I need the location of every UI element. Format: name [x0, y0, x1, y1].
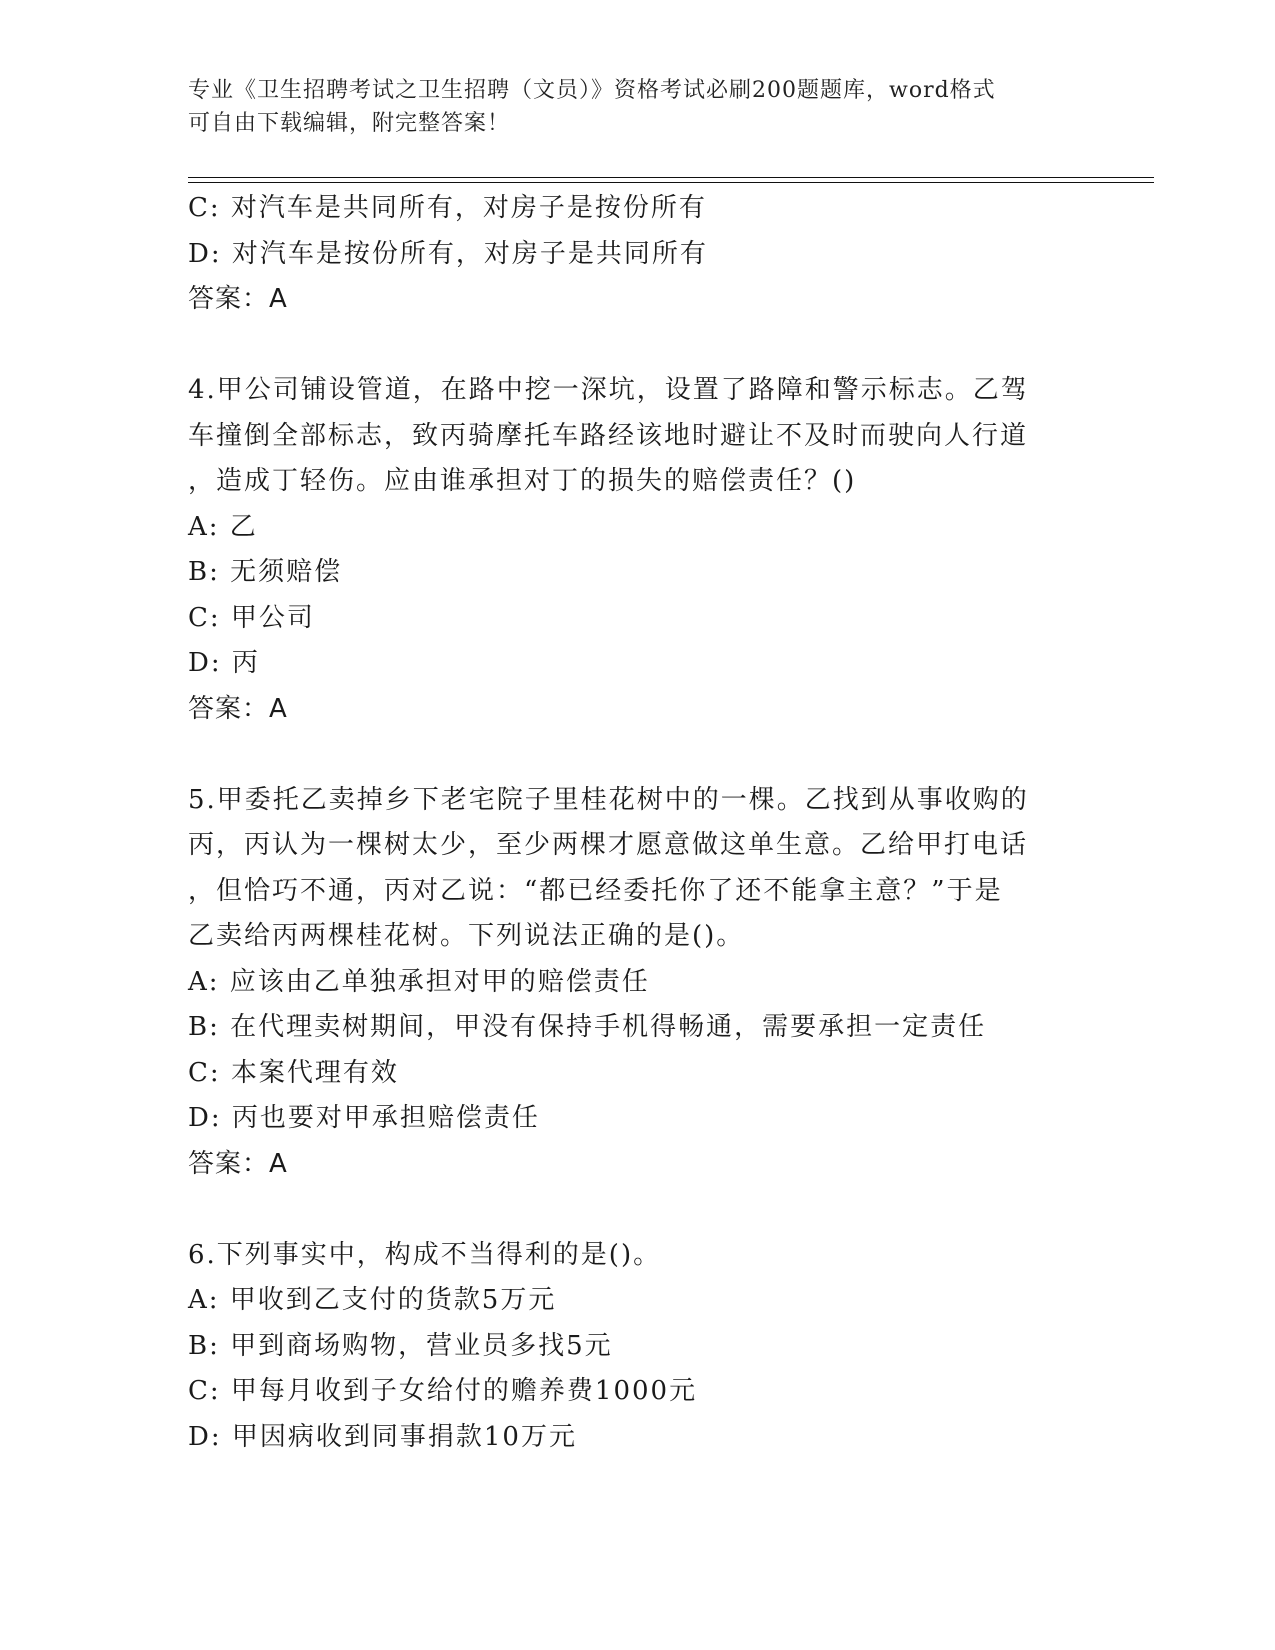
option-b: B: 无须赔偿	[188, 557, 343, 587]
question-6	[188, 1233, 1068, 1461]
question-4	[188, 368, 1068, 732]
document-header	[188, 74, 1068, 140]
spacer	[188, 732, 1068, 778]
document-body	[188, 186, 1068, 1460]
answer: 答案：A	[188, 284, 288, 314]
question-text-line: 乙卖给丙两棵桂花树。下列说法正确的是()。	[188, 921, 745, 951]
header-line-1: 专业《卫生招聘考试之卫生招聘（文员）》资格考试必刷200题题库，word格式	[188, 78, 996, 103]
spacer	[188, 1187, 1068, 1233]
question-text-line: 车撞倒全部标志，致丙骑摩托车路经该地时避让不及时而驶向人行道	[188, 420, 1029, 451]
answer: 答案：A	[188, 1148, 288, 1179]
answer: 答案：A	[188, 693, 288, 724]
option-d: D: 丙	[188, 648, 260, 678]
spacer	[188, 323, 1068, 369]
question-text-line: 6.下列事实中，构成不当得利的是()。	[188, 1239, 662, 1270]
header-line-2: 可自由下载编辑，附完整答案！	[188, 111, 511, 136]
option-d: D: 丙也要对甲承担赔偿责任	[188, 1103, 540, 1133]
question-3-tail	[188, 186, 1068, 323]
option-c: C: 对汽车是共同所有，对房子是按份所有	[188, 193, 707, 223]
option-b: B: 甲到商场购物，营业员多找5元	[188, 1330, 613, 1361]
option-c: C: 甲公司	[188, 602, 315, 633]
question-5	[188, 778, 1068, 1188]
option-c: C: 甲每月收到子女给付的赡养费1000元	[188, 1376, 698, 1406]
option-a: A: 乙	[188, 511, 258, 542]
question-text-line: ，但恰巧不通，丙对乙说：“都已经委托你了还不能拿主意？”于是	[188, 875, 1003, 906]
question-text-line: 丙，丙认为一棵树太少，至少两棵才愿意做这单生意。乙给甲打电话	[188, 830, 1029, 860]
option-d: D: 甲因病收到同事捐款10万元	[188, 1421, 577, 1452]
option-d: D: 对汽车是按份所有，对房子是共同所有	[188, 238, 708, 269]
option-c: C: 本案代理有效	[188, 1057, 399, 1088]
question-text-line: 4.甲公司铺设管道，在路中挖一深坑，设置了路障和警示标志。乙驾	[188, 375, 1029, 405]
option-a: A: 应该由乙单独承担对甲的赔偿责任	[188, 966, 650, 997]
option-b: B: 在代理卖树期间，甲没有保持手机得畅通，需要承担一定责任	[188, 1012, 987, 1042]
question-text-line: ，造成丁轻伤。应由谁承担对丁的损失的赔偿责任？()	[188, 466, 857, 496]
question-text-line: 5.甲委托乙卖掉乡下老宅院子里桂花树中的一棵。乙找到从事收购的	[188, 784, 1029, 815]
header-divider-bottom	[188, 182, 1154, 183]
option-a: A: 甲收到乙支付的货款5万元	[188, 1285, 557, 1315]
header-divider-top	[188, 177, 1154, 178]
